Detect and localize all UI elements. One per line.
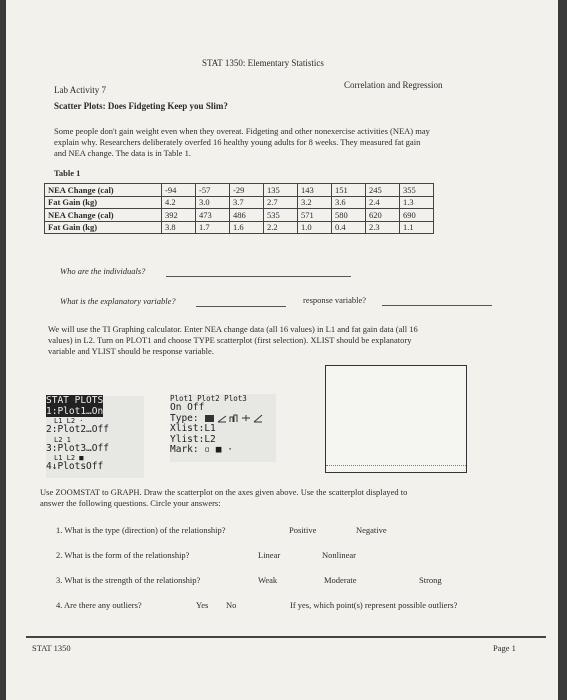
option-linear[interactable]: Linear: [258, 550, 281, 560]
cell: 486: [230, 209, 264, 222]
ylist-row: Ylist:L2: [170, 433, 216, 445]
cell: 535: [264, 209, 298, 222]
cell: -29: [230, 184, 264, 197]
plot2-row: 2:Plot2…Off: [46, 424, 109, 435]
plot1-row: 1:Plot1…On: [46, 405, 104, 417]
option-moderate[interactable]: Moderate: [324, 575, 357, 585]
calc-instructions-3: variable and YLIST should be response variable.: [48, 346, 214, 356]
question-3: 3. What is the strength of the relationship?: [56, 575, 201, 585]
plot1-sub: L1 L2 ·: [54, 417, 84, 425]
option-strong[interactable]: Strong: [419, 575, 442, 585]
row-label: Fat Gain (kg): [45, 221, 162, 234]
course-title: STAT 1350: Elementary Statistics: [202, 58, 324, 68]
footer-rule: [26, 636, 546, 638]
calculator-screen-stat-plots: [46, 396, 144, 478]
cell: 1.0: [298, 221, 332, 234]
topic: Correlation and Regression: [344, 80, 443, 90]
type-label: Type:: [170, 412, 199, 424]
x-axis: [326, 465, 466, 466]
cell: 473: [196, 209, 230, 222]
answer-line-response[interactable]: [382, 305, 492, 306]
table-row: [45, 196, 434, 209]
cell: 2.7: [264, 196, 298, 209]
plot3-row: 3:Plot3…Off: [46, 442, 109, 454]
cell: 3.0: [196, 196, 230, 209]
graph-instructions-2: answer the following questions. Circle your answers:: [40, 498, 221, 508]
cell: 2.4: [366, 196, 400, 209]
table-row: [45, 209, 434, 222]
option-no[interactable]: No: [226, 600, 237, 610]
cell: 1.6: [230, 221, 264, 234]
plot2-sub: L2 1: [54, 435, 71, 444]
plot-tabs: Plot1 Plot2 Plot3: [170, 394, 247, 403]
table-caption: Table 1: [54, 168, 81, 178]
lab-activity: Lab Activity 7: [54, 85, 106, 95]
cell: 2.3: [366, 221, 400, 234]
cell: 355: [400, 184, 434, 197]
answer-line-individuals[interactable]: [166, 276, 351, 277]
stat-plots-title: STAT PLOTS: [46, 395, 104, 406]
question-explanatory: What is the explanatory variable?: [60, 296, 176, 306]
answer-line-explanatory[interactable]: [196, 306, 286, 307]
cell: 4.2: [162, 196, 196, 209]
cell: 620: [366, 209, 400, 222]
row-label: NEA Change (cal): [45, 209, 162, 222]
option-negative[interactable]: Negative: [356, 525, 387, 535]
data-table: [44, 183, 434, 234]
footer-page: Page 1: [493, 643, 516, 653]
cell: 1.1: [400, 221, 434, 234]
cell: 3.8: [162, 221, 196, 234]
question-individuals: Who are the individuals?: [60, 266, 146, 276]
on-off-row: On Off: [170, 402, 205, 413]
cell: 392: [162, 209, 196, 222]
cell: 1.7: [196, 221, 230, 234]
table-row: [45, 184, 434, 197]
plot3-sub: L1 L2 ■: [54, 454, 84, 462]
calc-instructions-1: We will use the TI Graphing calculator. Enter NEA change data (all 16 values) in L1 and fat gain data (all 16: [48, 324, 418, 334]
outlier-followup: If yes, which point(s) represent possible outliers?: [290, 600, 458, 610]
option-nonlinear[interactable]: Nonlinear: [322, 550, 356, 560]
cell: 0.4: [332, 221, 366, 234]
question-response: response variable?: [303, 295, 367, 305]
question-1: 1. What is the type (direction) of the relationship?: [56, 525, 226, 535]
cell: 245: [366, 184, 400, 197]
cell: 580: [332, 209, 366, 222]
graph-frame[interactable]: [325, 365, 467, 473]
question-4: 4. Are there any outliers?: [56, 600, 142, 610]
calc-instructions-2: values) in L2. Turn on PLOT1 and choose TYPE scatterplot (first selection). XLIST should be explanatory: [48, 335, 412, 345]
calculator-screen-plot1-settings: [170, 394, 276, 462]
cell: 135: [264, 184, 298, 197]
intro-line-1: Some people don't gain weight even when they overeat. Fidgeting and other nonexercise activities (NEA) may: [54, 126, 430, 136]
cell: 2.2: [264, 221, 298, 234]
plot-type-icons: [204, 414, 264, 423]
option-positive[interactable]: Positive: [289, 525, 317, 535]
question-2: 2. What is the form of the relationship?: [56, 550, 190, 560]
cell: -57: [196, 184, 230, 197]
intro-line-3: and NEA change. The data is in Table 1.: [54, 148, 191, 158]
row-label: NEA Change (cal): [45, 184, 162, 197]
table-row: [45, 221, 434, 234]
cell: 1.3: [400, 196, 434, 209]
plots-off-row: 4↓PlotsOff: [46, 461, 104, 472]
cell: 3.6: [332, 196, 366, 209]
cell: 143: [298, 184, 332, 197]
cell: 3.2: [298, 196, 332, 209]
worksheet-title: Scatter Plots: Does Fidgeting Keep you Slim?: [54, 101, 228, 111]
graph-instructions-1: Use ZOOMSTAT to GRAPH. Draw the scatterplot on the axes given above. Use the scatterplot displayed to: [40, 487, 408, 497]
cell: 3.7: [230, 196, 264, 209]
row-label: Fat Gain (kg): [45, 196, 162, 209]
footer-course: STAT 1350: [32, 643, 71, 653]
cell: 690: [400, 209, 434, 222]
option-weak[interactable]: Weak: [258, 575, 278, 585]
cell: 571: [298, 209, 332, 222]
option-yes[interactable]: Yes: [196, 600, 209, 610]
cell: 151: [332, 184, 366, 197]
intro-line-2: explain why. Researchers deliberately overfed 16 healthy young adults for 8 weeks. They measured fat gain: [54, 137, 421, 147]
worksheet-page: [6, 0, 558, 700]
mark-row: Mark: ▫ ■ ·: [170, 444, 233, 455]
xlist-row: Xlist:L1: [170, 423, 216, 434]
cell: -94: [162, 184, 196, 197]
